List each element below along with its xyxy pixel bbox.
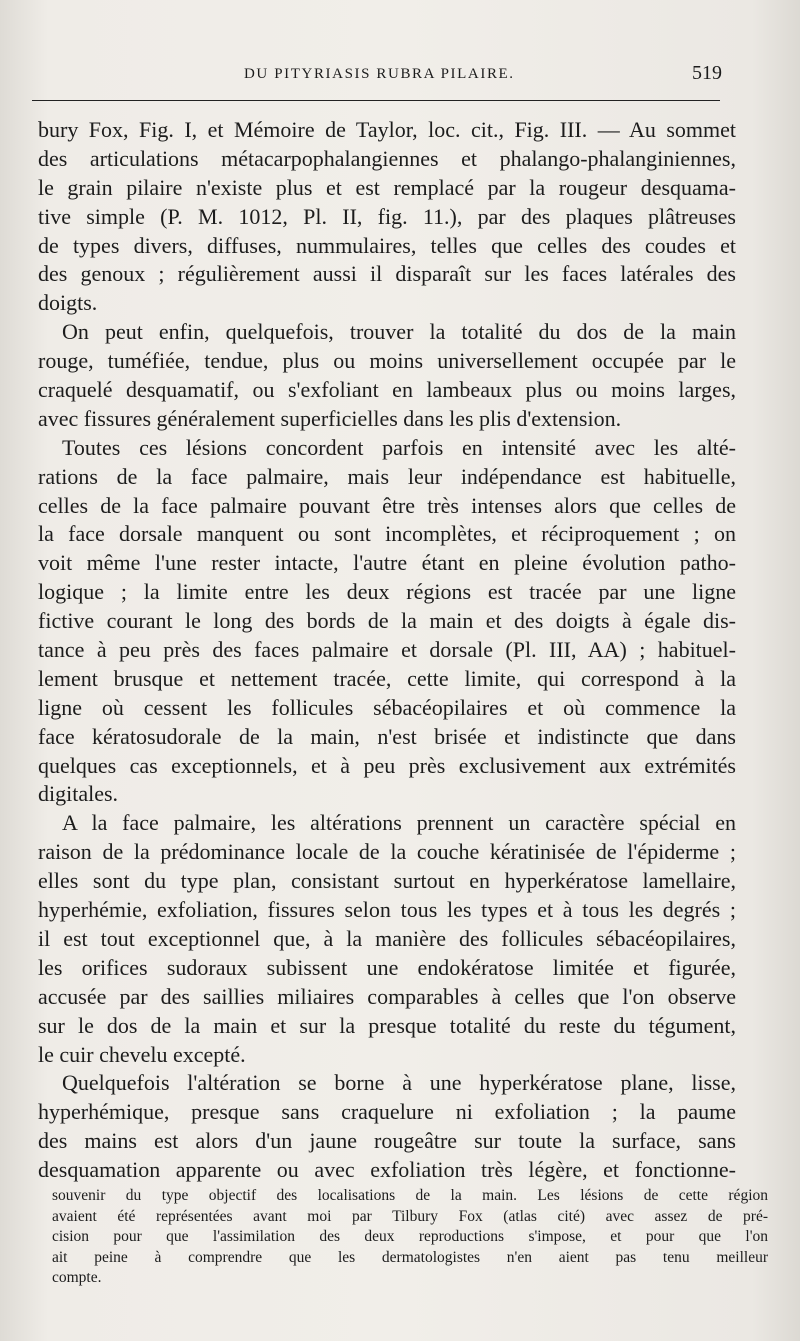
text-line: Quelquefois l'altération se borne à une hyperkératose plane, lisse, xyxy=(62,1070,736,1096)
footnote-line: ait peine à comprendre que les dermatologistes n'en aient pas tenu meilleur xyxy=(52,1248,768,1266)
text-line: voit même l'une rester intacte, l'autre étant en pleine évolution patho- xyxy=(38,550,736,576)
footnote-line: compte. xyxy=(52,1269,102,1286)
text-line: digitales. xyxy=(38,781,119,807)
text-line: de types divers, diffuses, nummulaires, telles que celles des coudes et xyxy=(38,232,736,258)
text-line: ligne où cessent les follicules sébacéopilaires et où commence la xyxy=(38,694,736,720)
text-line: A la face palmaire, les altérations prennent un caractère spécial en xyxy=(62,810,736,836)
footnote-line: avaient été représentées avant moi par Tilbury Fox (atlas cité) avec assez de pré- xyxy=(52,1207,768,1225)
text-line: avec fissures généralement superficielles dans les plis d'extension. xyxy=(38,405,622,431)
text-line: rations de la face palmaire, mais leur indépendance est habituelle, xyxy=(38,463,736,489)
text-line: raison de la prédominance locale de la couche kératinisée de l'épiderme ; xyxy=(38,839,736,865)
text-line: tance à peu près des faces palmaire et dorsale (Pl. III, AA) ; habituel- xyxy=(38,637,736,663)
text-line: quelques cas exceptionnels, et à peu près exclusivement aux extrémités xyxy=(38,752,736,778)
text-line: sur le dos de la main et sur la presque totalité du reste du tégument, xyxy=(38,1012,736,1038)
text-line: la face dorsale manquent ou sont incomplètes, et réciproquement ; on xyxy=(38,521,736,547)
text-line: craquelé desquamatif, ou s'exfoliant en lambeaux plus ou moins larges, xyxy=(38,377,736,403)
text-line: On peut enfin, quelquefois, trouver la totalité du dos de la main xyxy=(62,319,736,345)
text-line: hyperhémie, exfoliation, fissures selon tous les types et à tous les degrés ; xyxy=(38,897,736,923)
text-line: des genoux ; régulièrement aussi il disparaît sur les faces latérales des xyxy=(38,261,736,287)
text-line: le grain pilaire n'existe plus et est remplacé par la rougeur desquama- xyxy=(38,174,736,200)
text-line: accusée par des saillies miliaires comparables à celles que l'on observe xyxy=(38,983,736,1009)
text-line: les orifices sudoraux subissent une endokératose limitée et figurée, xyxy=(38,954,736,980)
text-line: des articulations métacarpophalangiennes et phalango-phalanginiennes, xyxy=(38,145,736,171)
text-line: doigts. xyxy=(38,290,98,316)
header-rule xyxy=(32,100,720,101)
text-line: face kératosudorale de la main, n'est brisée et indistincte que dans xyxy=(38,723,736,749)
footnote xyxy=(52,1186,768,1289)
text-line: Toutes ces lésions concordent parfois en intensité avec les alté- xyxy=(62,434,736,460)
text-line: celles de la face palmaire pouvant être très intenses alors que celles de xyxy=(38,492,736,518)
text-line: rouge, tuméfiée, tendue, plus ou moins universellement occupée par le xyxy=(38,348,736,374)
text-line: bury Fox, Fig. I, et Mémoire de Taylor, loc. cit., Fig. III. — Au sommet xyxy=(38,117,736,142)
text-line: des mains est alors d'un jaune rougeâtre sur toute la surface, sans xyxy=(38,1128,736,1154)
text-line: desquamation apparente ou avec exfoliation très légère, et fonctionne- xyxy=(38,1157,736,1183)
text-line: il est tout exceptionnel que, à la manière des follicules sébacéopilaires, xyxy=(38,925,736,951)
running-head xyxy=(0,62,800,92)
text-line: logique ; la limite entre les deux régions est tracée par une ligne xyxy=(38,579,736,605)
text-line: hyperhémique, presque sans craquelure ni exfoliation ; la paume xyxy=(38,1099,736,1125)
text-line: tive simple (P. M. 1012, Pl. II, fig. 11.), par des plaques plâtreuses xyxy=(38,203,736,229)
text-line: fictive courant le long des bords de la main et des doigts à égale dis- xyxy=(38,608,736,634)
running-title: DU PITYRIASIS RUBRA PILAIRE. xyxy=(244,66,515,82)
text-line: lement brusque et nettement tracée, cette limite, qui correspond à la xyxy=(38,665,736,691)
main-text xyxy=(38,116,736,1185)
text-line: le cuir chevelu excepté. xyxy=(38,1041,246,1067)
footnote-line: cision pour que l'assimilation des deux reproductions s'impose, et pour que l'on xyxy=(52,1228,768,1245)
footnote-line: souvenir du type objectif des localisations de la main. Les lésions de cette région xyxy=(52,1187,768,1204)
text-line: elles sont du type plan, consistant surtout en hyperkératose lamellaire, xyxy=(38,868,736,894)
page-number: 519 xyxy=(692,62,722,84)
